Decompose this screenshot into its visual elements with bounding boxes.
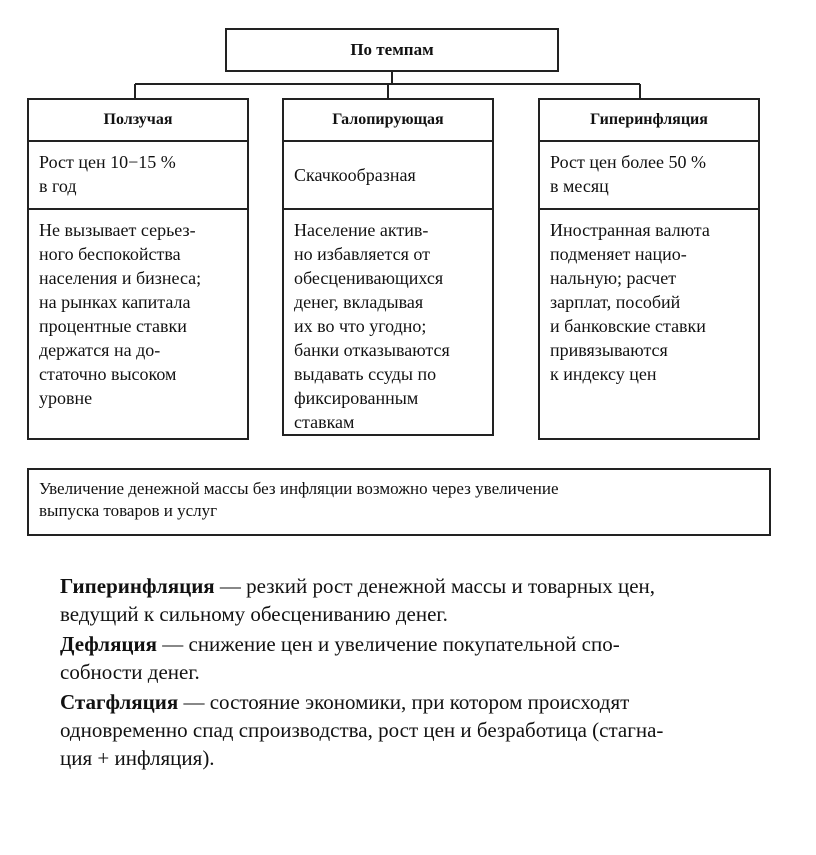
top-category-box xyxy=(225,28,559,72)
column-description: Население актив‑ но избавляется от обесценивающихся денег, вкладывая их во что угодно; банки отказываются выдавать ссуды по фиксированным ставкам xyxy=(294,220,450,432)
definition-paragraph xyxy=(60,572,780,628)
column-rate: Рост цен 10−15 % в год xyxy=(29,142,247,210)
column-title: Гиперинфляция xyxy=(540,100,758,142)
definition-text: — резкий рост денежной массы и товарных цен, ведущий к сильному обесцениванию денег. xyxy=(60,574,656,626)
definition-paragraph xyxy=(60,630,780,686)
column-title: Ползучая xyxy=(29,100,247,142)
column-galloping xyxy=(282,98,494,436)
column-description: Иностранная валюта подменяет нацио- нальную; расчет зарплат, пособий и банковские ставки привязываются к индексу цен xyxy=(550,220,710,384)
definition-paragraph xyxy=(60,688,780,772)
definition-term: Дефляция xyxy=(60,632,157,656)
column-rate: Рост цен более 50 % в месяц xyxy=(540,142,758,210)
column-description: Не вызывает серьез- ного беспокойства населения и бизнеса; на рынках капитала процентные ставки держатся на до- статочно высоком уровне xyxy=(39,220,202,408)
definition-text: — снижение цен и увеличение покупательной спо- собности денег. xyxy=(60,632,620,684)
column-rate: Скачкообразная xyxy=(284,142,492,210)
note-box: Увеличение денежной массы без инфляции возможно через увеличение выпуска товаров и услуг xyxy=(27,468,771,536)
definition-term: Гиперинфляция xyxy=(60,574,215,598)
definition-term: Стагфляция xyxy=(60,690,179,714)
definitions xyxy=(60,572,780,774)
column-creeping xyxy=(27,98,249,440)
definition-text: — состояние экономики, при котором происходят одновременно спад спроизводства, рост цен и безработица (стагна- ция + инфляция). xyxy=(60,690,664,770)
top-category-title: По темпам xyxy=(350,40,434,59)
column-hyperinflation xyxy=(538,98,760,440)
column-title: Галопирующая xyxy=(284,100,492,142)
